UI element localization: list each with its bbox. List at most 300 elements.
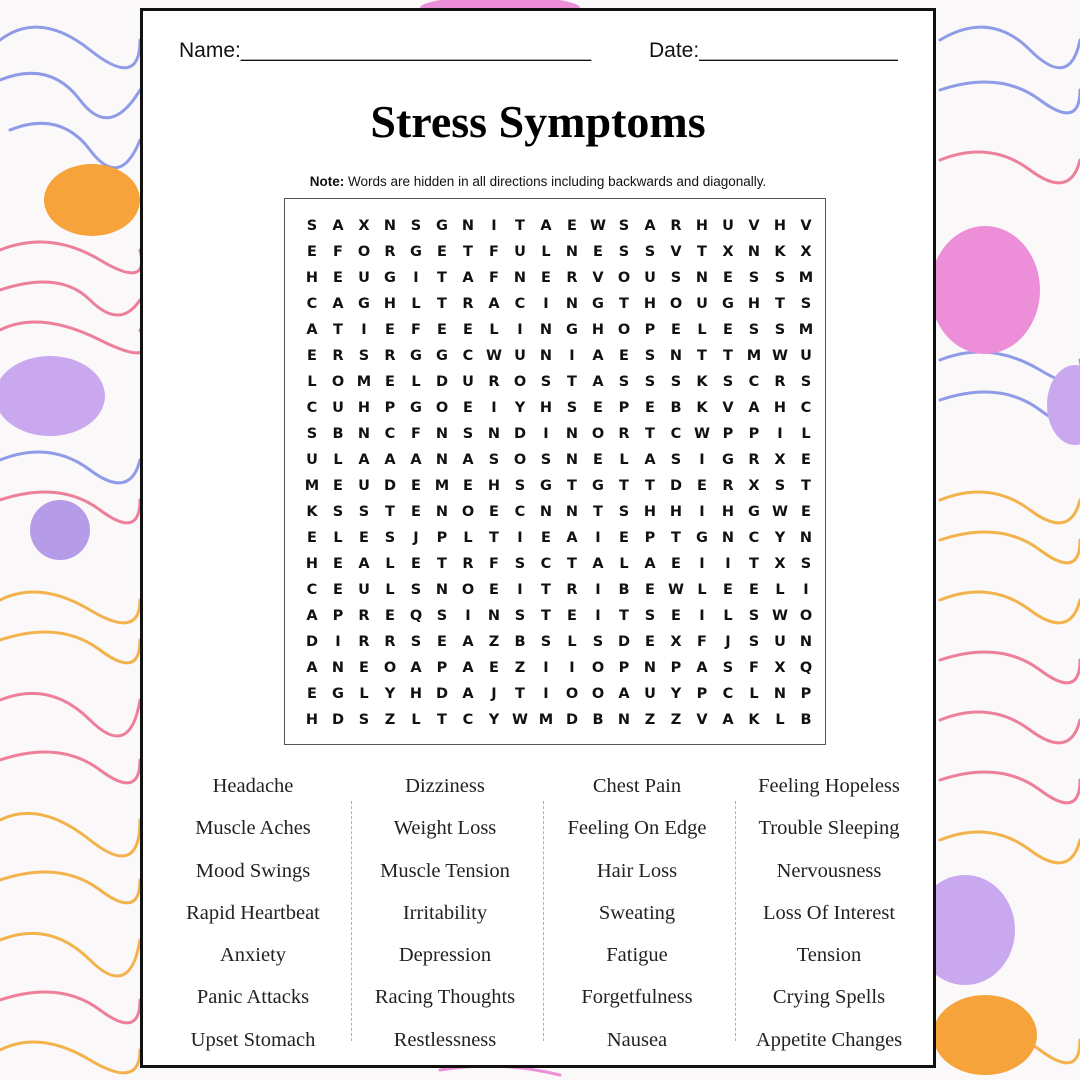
- grid-letter: H: [305, 712, 319, 728]
- grid-letter: E: [489, 660, 499, 676]
- grid-letter: L: [723, 608, 733, 624]
- grid-letter: A: [644, 452, 656, 468]
- grid-letter: D: [435, 686, 449, 702]
- grid-letter: S: [644, 374, 656, 390]
- grid-letter: S: [774, 478, 786, 494]
- grid-letter: S: [462, 426, 474, 442]
- grid-letter: S: [748, 634, 760, 650]
- grid-letter: E: [671, 322, 681, 338]
- grid-letter: G: [722, 452, 734, 468]
- grid-letter: O: [383, 660, 397, 676]
- grid-letter: R: [332, 348, 344, 364]
- grid-letter: S: [618, 244, 630, 260]
- grid-letter: B: [514, 634, 526, 650]
- grid-letter: S: [774, 270, 786, 286]
- grid-row: [299, 655, 819, 681]
- grid-letter: T: [333, 322, 343, 338]
- word-item: Muscle Aches: [195, 817, 311, 840]
- grid-letter: S: [670, 270, 682, 286]
- grid-letter: H: [383, 296, 397, 312]
- grid-letter: E: [333, 270, 343, 286]
- grid-letter: B: [332, 426, 344, 442]
- grid-letter: W: [772, 504, 788, 520]
- grid-letter: U: [306, 452, 318, 468]
- word-item: Loss Of Interest: [762, 901, 896, 924]
- grid-letter: A: [462, 452, 474, 468]
- grid-letter: N: [565, 504, 579, 520]
- grid-letter: E: [697, 478, 707, 494]
- grid-letter: E: [723, 582, 733, 598]
- grid-letter: P: [618, 400, 630, 416]
- grid-letter: R: [566, 582, 578, 598]
- grid-letter: G: [696, 530, 708, 546]
- grid-letter: E: [359, 530, 369, 546]
- grid-letter: H: [487, 478, 501, 494]
- page-title: Stress Symptoms: [370, 96, 706, 147]
- grid-letter: C: [540, 556, 552, 572]
- word-column: [157, 769, 349, 1065]
- grid-letter: W: [772, 348, 788, 364]
- grid-letter: W: [668, 582, 684, 598]
- grid-letter: E: [593, 244, 603, 260]
- grid-letter: E: [307, 686, 317, 702]
- word-item: Fatigue: [606, 944, 668, 967]
- grid-letter: S: [618, 218, 630, 234]
- grid-letter: X: [774, 452, 786, 468]
- grid-letter: O: [617, 322, 631, 338]
- grid-letter: I: [595, 582, 601, 598]
- grid-letter: S: [358, 504, 370, 520]
- grid-letter: T: [801, 478, 811, 494]
- grid-row: [299, 239, 819, 265]
- grid-letter: O: [513, 374, 527, 390]
- grid-letter: C: [748, 530, 760, 546]
- grid-letter: I: [699, 556, 705, 572]
- grid-letter: I: [777, 426, 783, 442]
- grid-letter: L: [489, 322, 499, 338]
- grid-letter: S: [358, 712, 370, 728]
- grid-letter: S: [670, 452, 682, 468]
- grid-letter: E: [645, 634, 655, 650]
- grid-letter: I: [699, 504, 705, 520]
- grid-letter: X: [800, 244, 812, 260]
- grid-letter: W: [772, 608, 788, 624]
- grid-letter: E: [307, 348, 317, 364]
- grid-letter: R: [566, 270, 578, 286]
- grid-letter: Y: [514, 400, 526, 416]
- grid-letter: P: [644, 322, 656, 338]
- grid-letter: N: [539, 504, 553, 520]
- grid-letter: U: [800, 348, 812, 364]
- grid-letter: A: [306, 608, 318, 624]
- grid-letter: E: [411, 556, 421, 572]
- grid-letter: I: [569, 660, 575, 676]
- grid-letter: U: [722, 218, 734, 234]
- grid-row: [299, 265, 819, 291]
- grid-letter: A: [592, 556, 604, 572]
- word-list: [157, 769, 927, 1049]
- grid-letter: Q: [409, 608, 423, 624]
- grid-letter: L: [697, 322, 707, 338]
- grid-letter: M: [434, 478, 450, 494]
- note-text: Words are hidden in all directions including backwards and diagonally.: [344, 174, 767, 189]
- grid-letter: S: [618, 374, 630, 390]
- grid-letter: L: [411, 296, 421, 312]
- grid-letter: M: [798, 322, 814, 338]
- grid-letter: U: [696, 296, 708, 312]
- grid-letter: U: [774, 634, 786, 650]
- grid-letter: N: [435, 504, 449, 520]
- grid-letter: N: [487, 608, 501, 624]
- grid-letter: W: [486, 348, 502, 364]
- grid-letter: L: [541, 244, 551, 260]
- grid-letter: R: [748, 452, 760, 468]
- word-item: Weight Loss: [393, 817, 497, 840]
- grid-letter: N: [513, 270, 527, 286]
- word-item: Nausea: [606, 1028, 668, 1051]
- word-item: Anxiety: [219, 944, 287, 967]
- grid-letter: W: [512, 712, 528, 728]
- grid-letter: V: [592, 270, 604, 286]
- grid-letter: N: [773, 686, 787, 702]
- grid-letter: T: [671, 530, 681, 546]
- grid-letter: P: [800, 686, 812, 702]
- grid-letter: T: [515, 218, 525, 234]
- grid-letter: R: [384, 348, 396, 364]
- grid-letter: O: [669, 296, 683, 312]
- grid-letter: N: [565, 296, 579, 312]
- word-item: Chest Pain: [592, 775, 682, 797]
- word-item: Sweating: [598, 901, 676, 924]
- grid-letter: F: [411, 426, 421, 442]
- grid-letter: T: [749, 556, 759, 572]
- grid-letter: A: [332, 218, 344, 234]
- grid-letter: Q: [799, 660, 813, 676]
- grid-letter: B: [592, 712, 604, 728]
- grid-letter: F: [333, 244, 343, 260]
- grid-letter: T: [437, 556, 447, 572]
- grid-letter: M: [538, 712, 554, 728]
- grid-letter: S: [410, 634, 422, 650]
- grid-letter: I: [569, 348, 575, 364]
- grid-letter: S: [566, 400, 578, 416]
- grid-letter: U: [644, 270, 656, 286]
- grid-letter: W: [694, 426, 710, 442]
- grid-letter: R: [462, 556, 474, 572]
- grid-letter: S: [514, 608, 526, 624]
- grid-letter: E: [359, 660, 369, 676]
- grid-letter: A: [358, 452, 370, 468]
- grid-letter: P: [748, 426, 760, 442]
- grid-letter: F: [489, 244, 499, 260]
- grid-letter: O: [435, 400, 449, 416]
- grid-letter: R: [384, 634, 396, 650]
- grid-letter: R: [618, 426, 630, 442]
- word-item: Mood Swings: [195, 859, 311, 882]
- word-item: Racing Thoughts: [374, 986, 516, 1009]
- grid-letter: O: [461, 504, 475, 520]
- grid-letter: W: [590, 218, 606, 234]
- grid-letter: P: [670, 660, 682, 676]
- grid-letter: C: [748, 374, 760, 390]
- grid-letter: K: [306, 504, 318, 520]
- grid-letter: X: [670, 634, 682, 650]
- grid-letter: N: [383, 218, 397, 234]
- grid-letter: G: [592, 478, 604, 494]
- grid-letter: E: [489, 582, 499, 598]
- grid-letter: N: [617, 712, 631, 728]
- grid-letter: N: [799, 530, 813, 546]
- grid-letter: G: [436, 218, 448, 234]
- grid-letter: S: [592, 634, 604, 650]
- grid-letter: A: [488, 296, 500, 312]
- grid-letter: A: [618, 686, 630, 702]
- grid-letter: Y: [488, 712, 500, 728]
- grid-letter: L: [697, 582, 707, 598]
- grid-letter: D: [305, 634, 319, 650]
- grid-letter: I: [361, 322, 367, 338]
- word-item: Depression: [398, 944, 492, 967]
- grid-letter: N: [435, 426, 449, 442]
- grid-letter: H: [305, 556, 319, 572]
- grid-letter: C: [514, 296, 526, 312]
- grid-letter: N: [721, 530, 735, 546]
- grid-letter: T: [567, 556, 577, 572]
- grid-letter: L: [385, 556, 395, 572]
- word-item: Crying Spells: [772, 986, 886, 1009]
- grid-letter: O: [357, 244, 371, 260]
- grid-letter: L: [619, 452, 629, 468]
- word-item: Tension: [796, 944, 862, 967]
- grid-letter: I: [803, 582, 809, 598]
- grid-letter: L: [411, 712, 421, 728]
- grid-letter: Z: [488, 634, 500, 650]
- grid-letter: L: [385, 582, 395, 598]
- grid-letter: O: [591, 686, 605, 702]
- grid-letter: T: [619, 608, 629, 624]
- grid-letter: S: [540, 374, 552, 390]
- grid-letter: J: [413, 530, 419, 546]
- grid-letter: A: [748, 400, 760, 416]
- grid-letter: H: [669, 504, 683, 520]
- grid-letter: E: [723, 322, 733, 338]
- grid-letter: V: [722, 400, 734, 416]
- grid-letter: I: [595, 530, 601, 546]
- grid-letter: O: [799, 608, 813, 624]
- grid-letter: D: [435, 374, 449, 390]
- word-item: Rapid Heartbeat: [186, 901, 320, 924]
- grid-letter: N: [539, 322, 553, 338]
- grid-letter: J: [491, 686, 497, 702]
- grid-letter: G: [332, 686, 344, 702]
- grid-letter: T: [385, 504, 395, 520]
- grid-letter: F: [749, 660, 759, 676]
- grid-letter: U: [514, 348, 526, 364]
- grid-letter: O: [331, 374, 345, 390]
- grid-letter: N: [565, 452, 579, 468]
- grid-letter: S: [644, 348, 656, 364]
- grid-letter: I: [595, 608, 601, 624]
- instructions-note: [143, 174, 933, 189]
- grid-letter: R: [384, 244, 396, 260]
- grid-letter: L: [411, 374, 421, 390]
- word-item: Hair Loss: [596, 859, 678, 882]
- grid-letter: M: [356, 374, 372, 390]
- grid-letter: E: [307, 530, 317, 546]
- grid-letter: O: [565, 686, 579, 702]
- grid-row: [299, 551, 819, 577]
- word-column: [733, 769, 925, 1065]
- grid-letter: F: [489, 556, 499, 572]
- grid-letter: U: [358, 270, 370, 286]
- grid-letter: T: [541, 608, 551, 624]
- grid-letter: X: [358, 218, 370, 234]
- grid-letter: H: [305, 270, 319, 286]
- word-item: Feeling On Edge: [567, 817, 707, 840]
- grid-letter: K: [774, 244, 786, 260]
- worksheet: [140, 8, 936, 1068]
- grid-letter: E: [671, 556, 681, 572]
- grid-letter: S: [332, 504, 344, 520]
- grid-letter: S: [774, 322, 786, 338]
- word-item: Headache: [212, 775, 294, 797]
- grid-letter: A: [306, 322, 318, 338]
- grid-letter: I: [517, 530, 523, 546]
- grid-letter: G: [566, 322, 578, 338]
- grid-letter: N: [565, 426, 579, 442]
- grid-letter: I: [517, 582, 523, 598]
- grid-letter: E: [463, 400, 473, 416]
- grid-letter: S: [748, 270, 760, 286]
- grid-letter: G: [436, 348, 448, 364]
- grid-letter: Z: [644, 712, 656, 728]
- grid-letter: H: [721, 504, 735, 520]
- grid-letter: E: [619, 348, 629, 364]
- grid-letter: N: [435, 452, 449, 468]
- grid-letter: H: [773, 218, 787, 234]
- grid-letter: A: [462, 634, 474, 650]
- grid-letter: E: [567, 218, 577, 234]
- grid-letter: S: [748, 322, 760, 338]
- grid-letter: E: [541, 530, 551, 546]
- grid-letter: C: [722, 686, 734, 702]
- grid-letter: N: [565, 244, 579, 260]
- grid-letter: F: [697, 634, 707, 650]
- grid-letter: L: [307, 374, 317, 390]
- grid-letter: P: [332, 608, 344, 624]
- grid-row: [299, 603, 819, 629]
- grid-letter: K: [696, 400, 708, 416]
- grid-letter: Y: [670, 686, 682, 702]
- grid-row: [299, 421, 819, 447]
- grid-letter: E: [437, 244, 447, 260]
- grid-letter: S: [644, 608, 656, 624]
- grid-letter: O: [461, 582, 475, 598]
- grid-letter: R: [358, 634, 370, 650]
- grid-letter: H: [643, 504, 657, 520]
- grid-letter: I: [543, 686, 549, 702]
- grid-letter: I: [699, 608, 705, 624]
- grid-letter: F: [411, 322, 421, 338]
- grid-letter: S: [800, 556, 812, 572]
- grid-letter: C: [514, 504, 526, 520]
- grid-letter: L: [801, 426, 811, 442]
- word-item: Irritability: [402, 901, 488, 924]
- word-item: Muscle Tension: [380, 859, 510, 882]
- grid-letter: U: [358, 582, 370, 598]
- grid-letter: S: [644, 244, 656, 260]
- word-item: Forgetfulness: [581, 986, 693, 1009]
- grid-letter: X: [774, 556, 786, 572]
- grid-letter: G: [592, 296, 604, 312]
- grid-letter: T: [463, 244, 473, 260]
- grid-letter: B: [800, 712, 812, 728]
- grid-letter: G: [384, 270, 396, 286]
- grid-letter: N: [487, 426, 501, 442]
- grid-letter: T: [541, 582, 551, 598]
- grid-letter: S: [540, 452, 552, 468]
- grid-letter: U: [332, 400, 344, 416]
- grid-letter: M: [798, 270, 814, 286]
- grid-letter: C: [800, 400, 812, 416]
- grid-letter: L: [775, 582, 785, 598]
- grid-letter: K: [696, 374, 708, 390]
- grid-letter: L: [463, 530, 473, 546]
- grid-letter: A: [462, 270, 474, 286]
- grid-letter: M: [746, 348, 762, 364]
- grid-letter: A: [592, 374, 604, 390]
- grid-letter: E: [593, 400, 603, 416]
- grid-letter: E: [801, 452, 811, 468]
- grid-letter: I: [699, 452, 705, 468]
- grid-letter: S: [748, 608, 760, 624]
- word-item: Panic Attacks: [196, 986, 310, 1009]
- letter-grid: [284, 198, 826, 745]
- grid-letter: C: [384, 426, 396, 442]
- grid-letter: T: [645, 478, 655, 494]
- word-item: Feeling Hopeless: [758, 775, 900, 797]
- grid-letter: T: [437, 712, 447, 728]
- grid-letter: A: [462, 660, 474, 676]
- grid-letter: B: [618, 582, 630, 598]
- grid-letter: N: [799, 634, 813, 650]
- grid-letter: P: [618, 660, 630, 676]
- grid-letter: B: [670, 400, 682, 416]
- grid-letter: T: [697, 348, 707, 364]
- grid-letter: A: [540, 218, 552, 234]
- grid-letter: S: [306, 426, 318, 442]
- grid-letter: F: [489, 270, 499, 286]
- grid-letter: H: [539, 400, 553, 416]
- grid-row: [299, 369, 819, 395]
- grid-letter: U: [644, 686, 656, 702]
- grid-letter: O: [513, 452, 527, 468]
- name-field: Name:______________________________: [179, 39, 592, 62]
- grid-letter: D: [669, 478, 683, 494]
- word-column: [541, 769, 733, 1065]
- grid-letter: E: [411, 478, 421, 494]
- grid-letter: E: [671, 608, 681, 624]
- grid-letter: E: [801, 504, 811, 520]
- grid-letter: I: [413, 270, 419, 286]
- grid-letter: N: [643, 660, 657, 676]
- grid-letter: A: [644, 556, 656, 572]
- grid-letter: P: [436, 530, 448, 546]
- grid-letter: A: [410, 660, 422, 676]
- grid-letter: Z: [514, 660, 526, 676]
- grid-letter: X: [748, 478, 760, 494]
- grid-letter: C: [306, 582, 318, 598]
